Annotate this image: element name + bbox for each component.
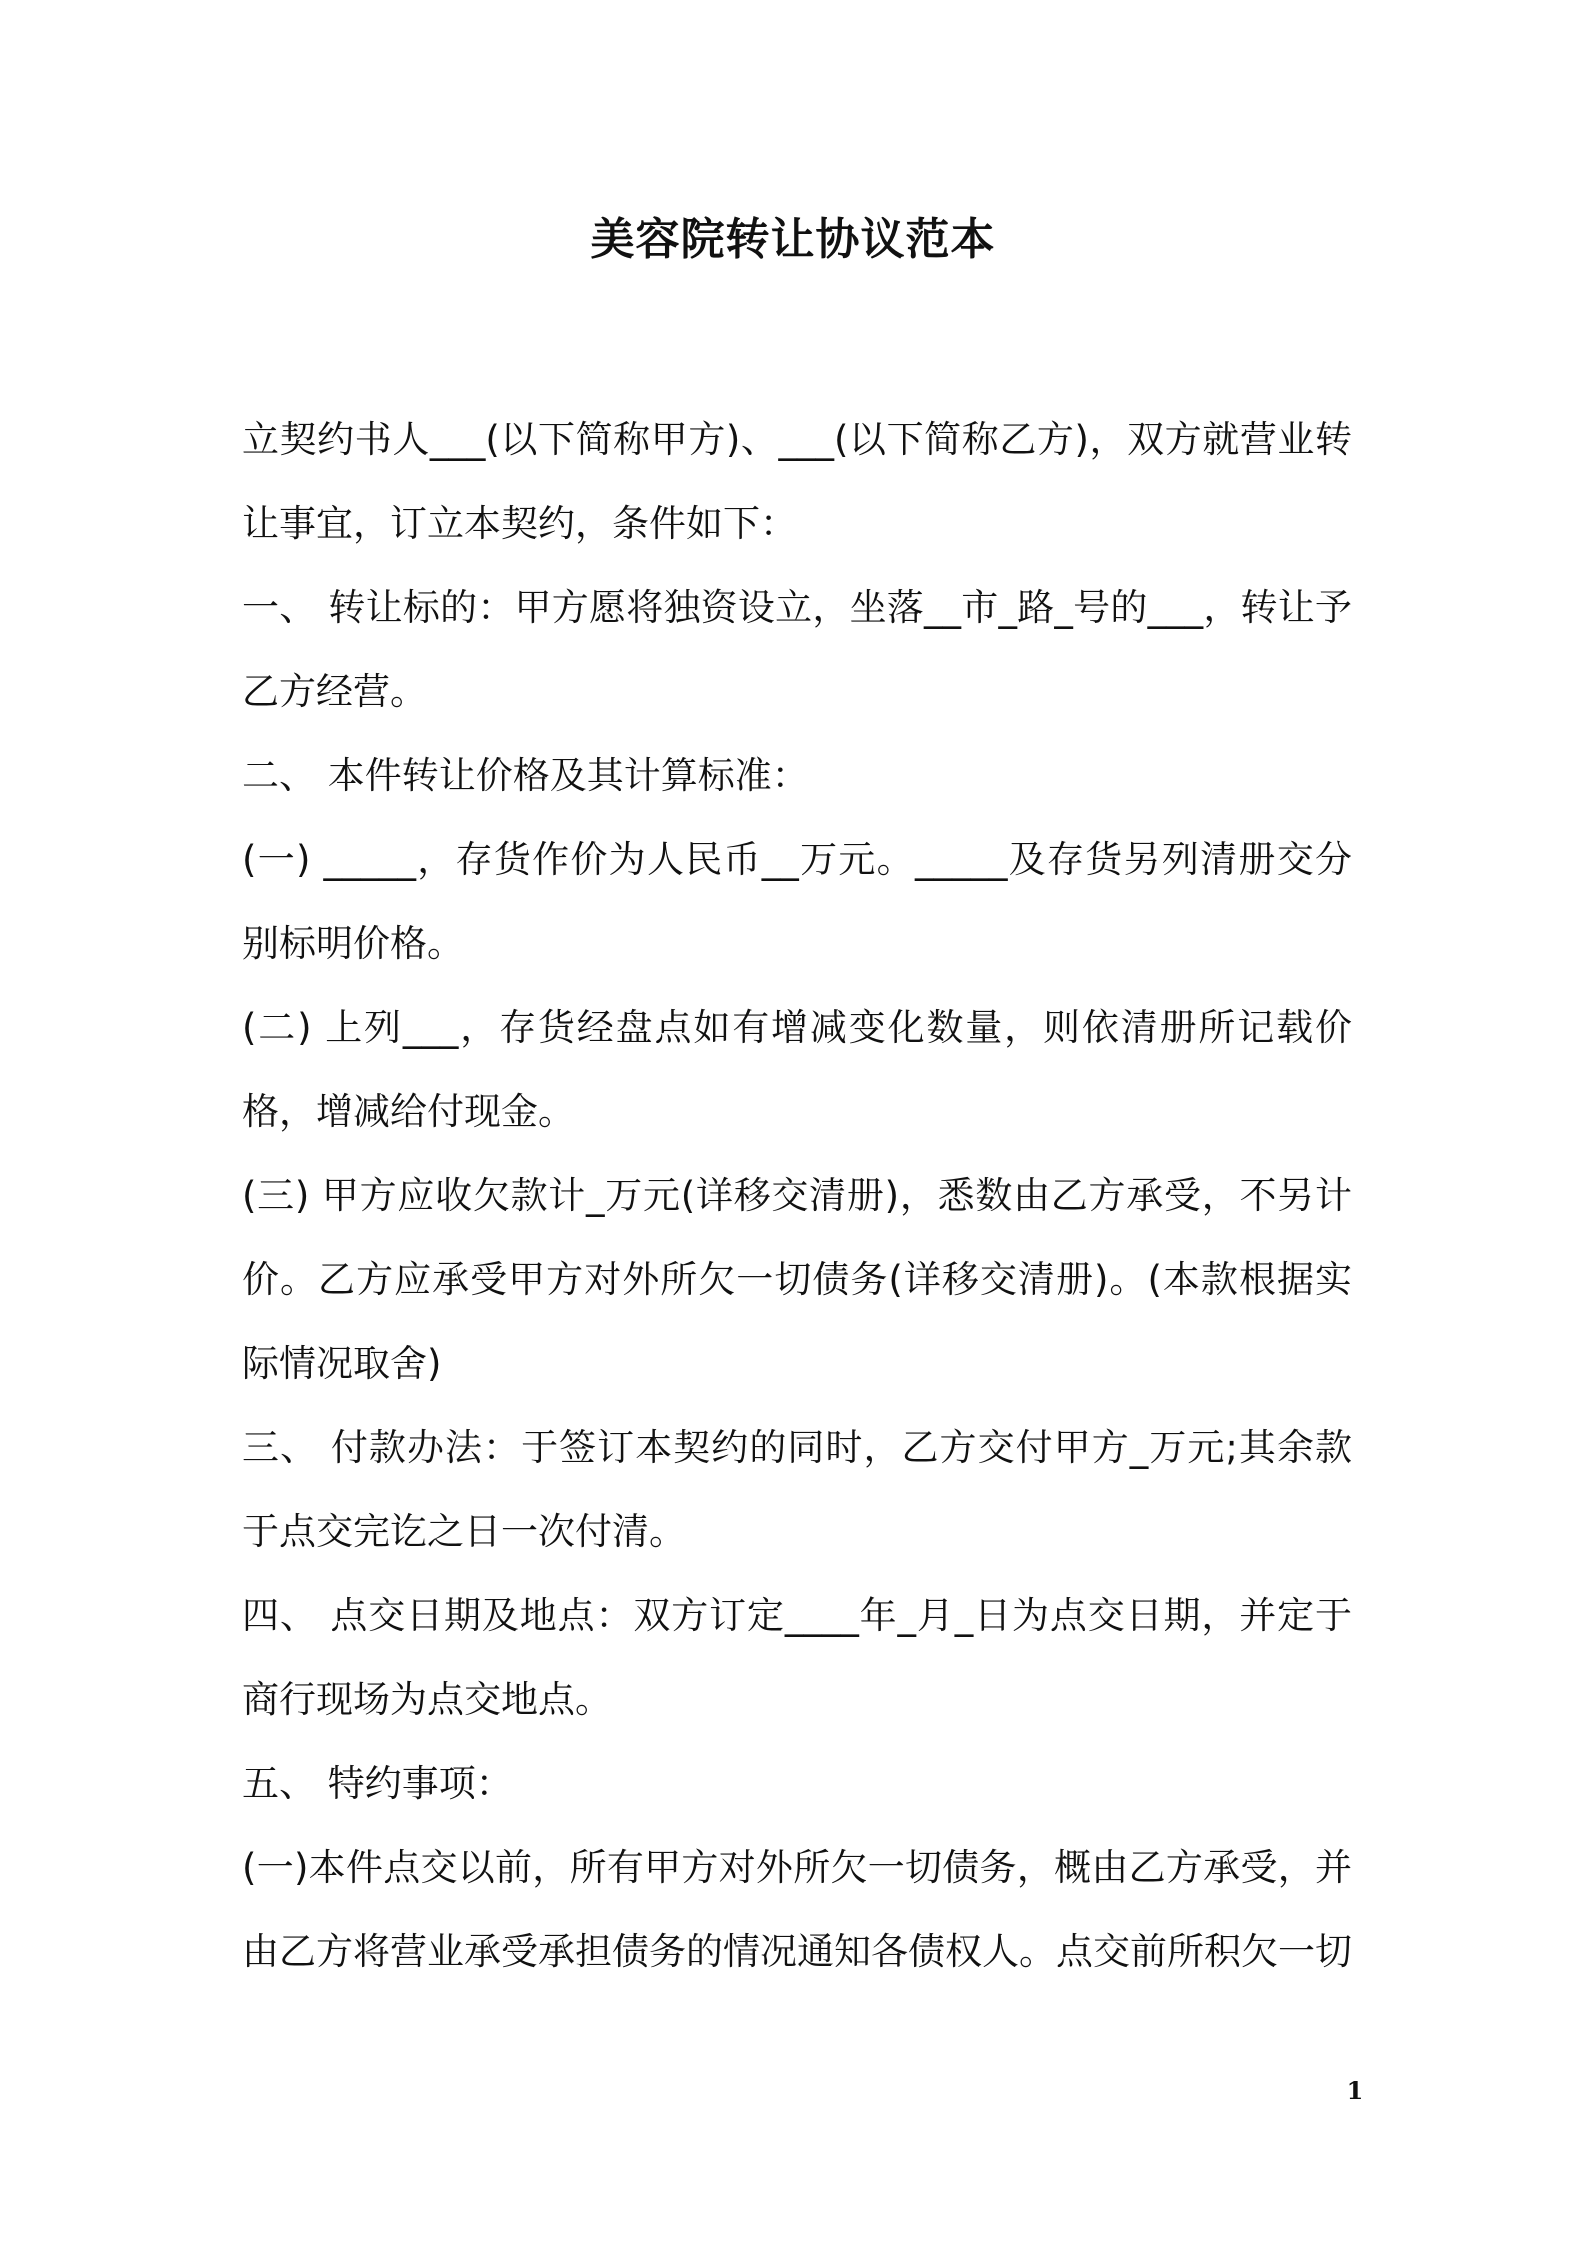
paragraph-clause-5-item-1: (一)本件点交以前，所有甲方对外所欠一切债务，概由乙方承受，并由乙方将营业承受承担债务的情况通知各债权人。点交前所积欠一切 xyxy=(242,1846,1352,1973)
paragraph-clause-3: 三、 付款办法：于签订本契约的同时，乙方交付甲方_万元;其余款于点交完讫之日一次付清。 xyxy=(242,1426,1352,1553)
paragraph-clause-2-item-3: (三) 甲方应收欠款计_万元(详移交清册)，悉数由乙方承受，不另计价。乙方应承受甲方对外所欠一切债务(详移交清册)。(本款根据实际情况取舍) xyxy=(242,1174,1352,1385)
paragraph-clause-2-item-1: (一) _____，存货作价为人民币__万元。_____及存货另列清册交分别标明价格。 xyxy=(242,838,1352,965)
document-body xyxy=(242,398,1352,1994)
page-number: 1 xyxy=(1346,2076,1364,2105)
paragraph-clause-4: 四、 点交日期及地点：双方订定____年_月_日为点交日期，并定于商行现场为点交地点。 xyxy=(242,1594,1352,1721)
paragraph-clause-2: 二、 本件转让价格及其计算标准： xyxy=(242,754,809,797)
paragraph-clause-1: 一、 转让标的：甲方愿将独资设立，坐落__市_路_号的___，转让予乙方经营。 xyxy=(242,586,1352,713)
paragraph-intro: 立契约书人___(以下简称甲方)、___(以下简称乙方)，双方就营业转让事宜，订立本契约，条件如下： xyxy=(242,418,1352,545)
document-title: 美容院转让协议范本 xyxy=(590,214,996,265)
paragraph-clause-5: 五、 特约事项： xyxy=(242,1762,513,1805)
paragraph-clause-2-item-2: (二) 上列___，存货经盘点如有增减变化数量，则依清册所记载价格，增减给付现金。 xyxy=(242,1006,1352,1133)
